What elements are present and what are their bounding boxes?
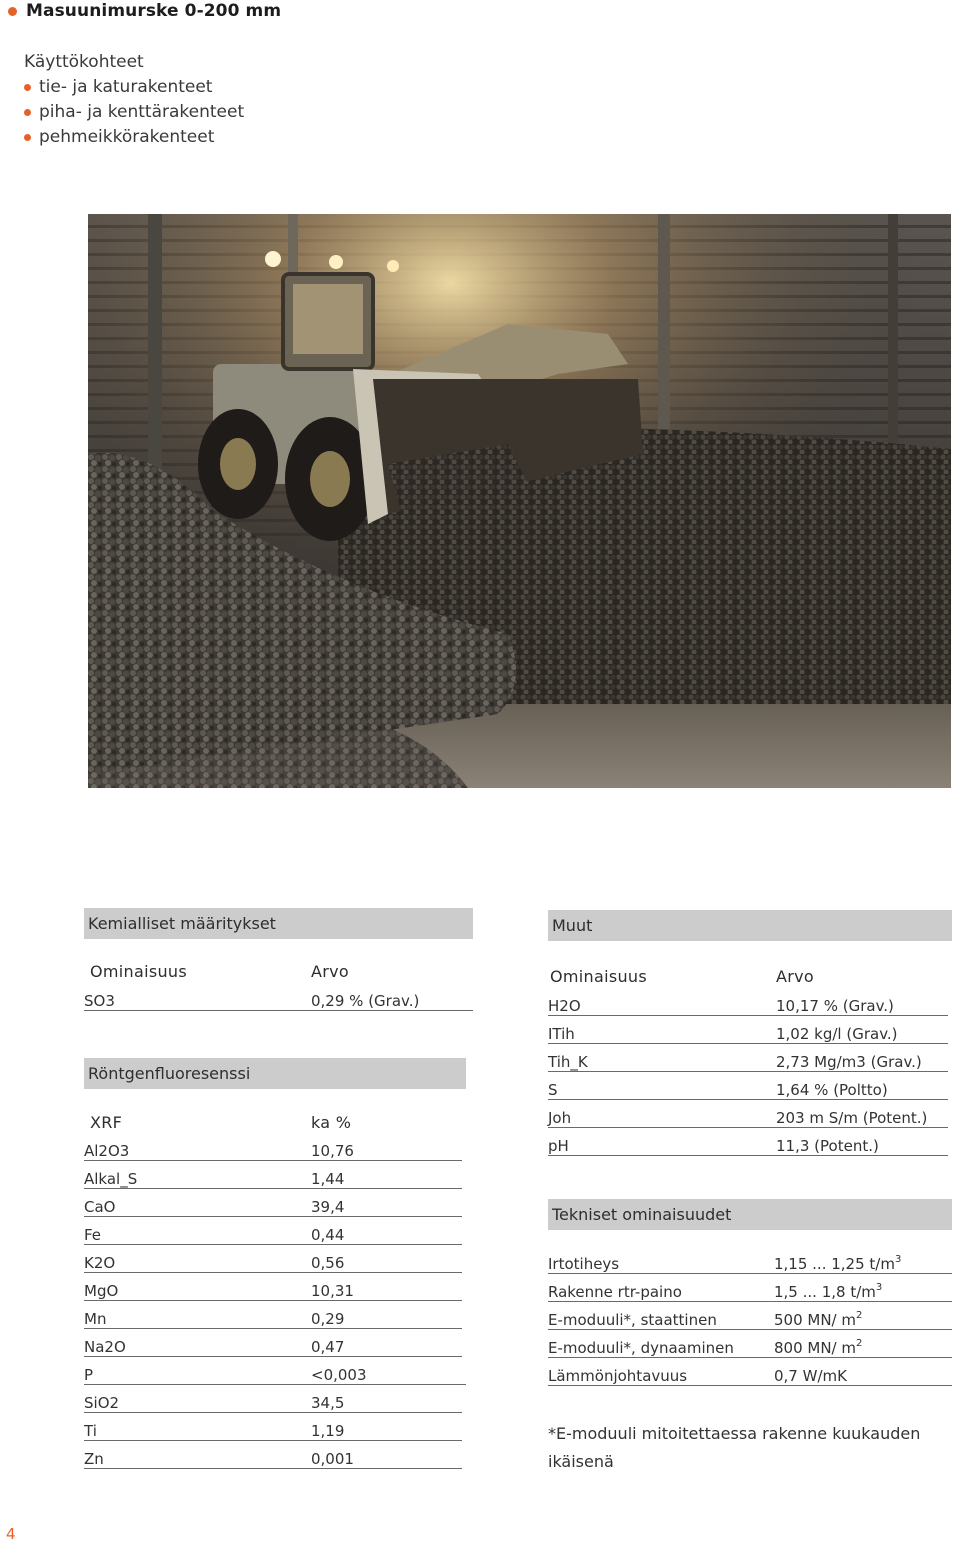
row-value-text: 0,7 W/mK — [774, 1367, 847, 1385]
row-key: P — [84, 1366, 94, 1384]
row-key: Tih_K — [548, 1053, 588, 1071]
row-value: 1,02 kg/l (Grav.) — [776, 1025, 898, 1043]
row-value: 10,31 — [311, 1282, 354, 1300]
table-row — [84, 1167, 464, 1189]
row-divider — [548, 1043, 948, 1044]
row-key: ITih — [548, 1025, 575, 1043]
row-divider — [548, 1329, 952, 1330]
table-row — [548, 1106, 948, 1128]
table-row — [548, 994, 948, 1016]
row-divider — [548, 1071, 948, 1072]
row-key: SO3 — [84, 992, 115, 1010]
table-row — [548, 1022, 948, 1044]
row-key: Zn — [84, 1450, 104, 1468]
title-bullet-icon — [8, 7, 17, 16]
row-divider — [84, 1010, 473, 1011]
table-row — [548, 1050, 948, 1072]
row-divider — [548, 1127, 948, 1128]
photo-illustration — [88, 214, 951, 788]
usage-item-label: tie- ja katurakenteet — [39, 77, 213, 97]
row-value: 0,44 — [311, 1226, 345, 1244]
row-value: 0,29 % (Grav.) — [311, 992, 420, 1010]
row-divider — [548, 1015, 948, 1016]
other-col1-header: Ominaisuus — [550, 967, 647, 986]
row-value-sup: 2 — [856, 1338, 863, 1349]
table-row — [548, 1308, 952, 1330]
row-value: 0,001 — [311, 1450, 354, 1468]
row-divider — [548, 1099, 948, 1100]
table-row — [84, 1223, 464, 1245]
page-number: 4 — [6, 1525, 16, 1543]
row-value-text: 1,15 ... 1,25 t/m — [774, 1255, 895, 1273]
bullet-icon — [24, 109, 31, 116]
row-value: 1,19 — [311, 1422, 345, 1440]
chemical-section-title: Kemialliset määritykset — [88, 914, 276, 933]
chemical-section-bar — [84, 908, 473, 939]
chemical-col1-header: Ominaisuus — [90, 962, 187, 981]
bullet-icon — [24, 84, 31, 91]
row-value: 1,64 % (Poltto) — [776, 1081, 888, 1099]
row-divider — [84, 1216, 462, 1217]
row-value — [774, 1339, 862, 1357]
table-row — [84, 1139, 464, 1161]
technical-section-title: Tekniset ominaisuudet — [552, 1205, 732, 1224]
table-row — [84, 1391, 464, 1413]
row-divider — [84, 1160, 462, 1161]
row-divider — [84, 1440, 462, 1441]
footnote: *E-moduuli mitoitettaessa rakenne kuukauden ikäisenä — [548, 1424, 921, 1471]
table-row — [84, 989, 473, 1011]
row-value: <0,003 — [311, 1366, 367, 1384]
table-row — [84, 1279, 464, 1301]
table-row — [84, 1363, 466, 1385]
row-divider — [84, 1468, 462, 1469]
row-divider — [84, 1384, 466, 1385]
table-row — [84, 1419, 464, 1441]
bullet-icon — [24, 134, 31, 141]
row-value: 10,17 % (Grav.) — [776, 997, 894, 1015]
row-divider — [84, 1300, 462, 1301]
usage-item — [24, 75, 244, 100]
xrf-section-title: Röntgenfluoresenssi — [88, 1064, 251, 1083]
row-value-text: 1,5 ... 1,8 t/m — [774, 1283, 876, 1301]
table-row — [84, 1307, 464, 1329]
row-divider — [84, 1272, 462, 1273]
row-key: Mn — [84, 1310, 107, 1328]
table-row — [548, 1364, 952, 1386]
row-key: E-moduuli*, dynaaminen — [548, 1339, 734, 1357]
table-row — [548, 1078, 948, 1100]
row-value-sup: 3 — [875, 1282, 883, 1293]
row-key: Alkal_S — [84, 1170, 138, 1188]
table-row — [84, 1195, 464, 1217]
row-key: H2O — [548, 997, 581, 1015]
row-divider — [548, 1301, 952, 1302]
row-divider — [548, 1273, 952, 1274]
table-row — [548, 1134, 948, 1156]
row-value — [774, 1367, 847, 1385]
page-title-row — [8, 0, 281, 22]
row-value: 11,3 (Potent.) — [776, 1137, 879, 1155]
row-divider — [84, 1328, 462, 1329]
other-section-title: Muut — [552, 916, 593, 935]
row-value: 203 m S/m (Potent.) — [776, 1109, 928, 1127]
row-divider — [548, 1385, 952, 1386]
row-divider — [84, 1356, 462, 1357]
usage-item — [24, 100, 244, 125]
row-key: Rakenne rtr-paino — [548, 1283, 682, 1301]
row-key: E-moduuli*, staattinen — [548, 1311, 717, 1329]
row-key: Joh — [548, 1109, 572, 1127]
row-divider — [84, 1188, 462, 1189]
row-value — [774, 1255, 901, 1273]
row-value — [774, 1311, 862, 1329]
row-divider — [548, 1155, 948, 1156]
row-divider — [84, 1244, 462, 1245]
row-divider — [548, 1357, 952, 1358]
row-value-sup: 3 — [894, 1254, 902, 1265]
row-key: MgO — [84, 1282, 119, 1300]
xrf-section-bar — [84, 1058, 466, 1089]
table-row — [548, 1252, 952, 1274]
usage-section — [24, 50, 244, 150]
table-row — [84, 1447, 464, 1469]
row-key: Al2O3 — [84, 1142, 130, 1160]
row-value-text: 500 MN/ m — [774, 1311, 856, 1329]
row-key: Irtotiheys — [548, 1255, 620, 1273]
xrf-col1-header: XRF — [90, 1113, 123, 1132]
row-value: 0,29 — [311, 1310, 345, 1328]
table-row — [84, 1251, 464, 1273]
row-value-text: 800 MN/ m — [774, 1339, 856, 1357]
other-col2-header: Arvo — [776, 967, 814, 986]
row-value: 2,73 Mg/m3 (Grav.) — [776, 1053, 922, 1071]
usage-item-label: pehmeikkörakenteet — [39, 127, 215, 147]
technical-section-bar — [548, 1199, 952, 1230]
row-key: SiO2 — [84, 1394, 120, 1412]
row-value — [774, 1283, 882, 1301]
row-key: Na2O — [84, 1338, 126, 1356]
row-value: 34,5 — [311, 1394, 345, 1412]
other-section-bar — [548, 910, 952, 941]
row-value-sup: 2 — [856, 1310, 863, 1321]
row-value: 39,4 — [311, 1198, 345, 1216]
row-value: 0,47 — [311, 1338, 345, 1356]
usage-heading: Käyttökohteet — [24, 52, 144, 72]
table-row — [84, 1335, 464, 1357]
row-key: Fe — [84, 1226, 102, 1244]
wheel-loader-photo — [88, 214, 951, 788]
usage-item — [24, 125, 244, 150]
page-title: Masuunimurske 0-200 mm — [26, 1, 282, 21]
xrf-col2-header: ka % — [311, 1113, 352, 1132]
row-key: Ti — [84, 1422, 97, 1440]
row-value: 0,56 — [311, 1254, 345, 1272]
row-key: S — [548, 1081, 558, 1099]
row-divider — [84, 1412, 462, 1413]
row-value: 1,44 — [311, 1170, 345, 1188]
row-value: 10,76 — [311, 1142, 354, 1160]
row-key: K2O — [84, 1254, 116, 1272]
row-key: pH — [548, 1137, 569, 1155]
usage-item-label: piha- ja kenttärakenteet — [39, 102, 245, 122]
row-key: CaO — [84, 1198, 116, 1216]
chemical-col2-header: Arvo — [311, 962, 349, 981]
row-key: Lämmönjohtavuus — [548, 1367, 688, 1385]
table-row — [548, 1280, 952, 1302]
table-row — [548, 1336, 952, 1358]
